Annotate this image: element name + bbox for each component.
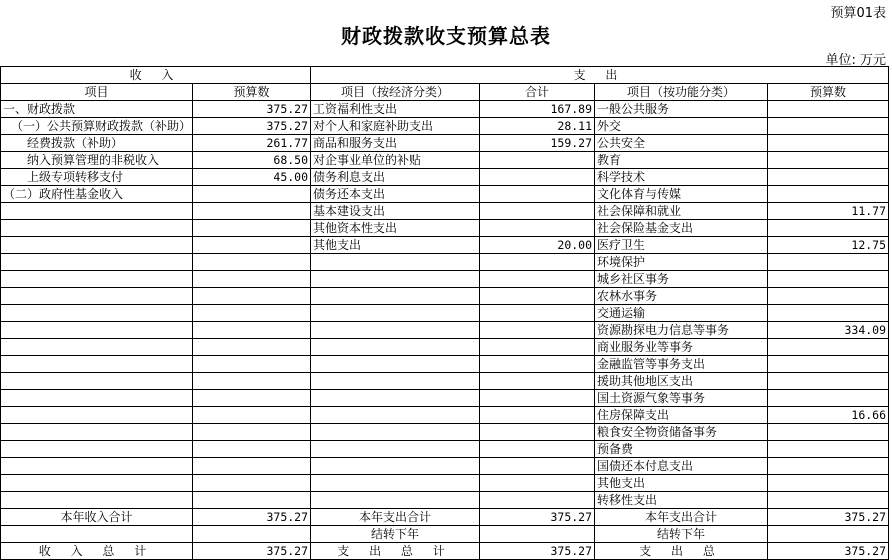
func-budget: 16.66: [768, 407, 889, 424]
col-header-budget: 预算数: [193, 84, 311, 101]
econ-total: [480, 373, 595, 390]
table-row: [1, 356, 889, 373]
econ-item: [311, 339, 480, 356]
econ-item: 其他资本性支出: [311, 220, 480, 237]
econ-item: [311, 441, 480, 458]
table-row: [1, 390, 889, 407]
func-budget: [768, 356, 889, 373]
income-budget: [193, 254, 311, 271]
func-budget: [768, 441, 889, 458]
econ-item: [311, 475, 480, 492]
carry-over-label: 结转下年: [311, 526, 480, 543]
func-item: 其他支出: [595, 475, 768, 492]
income-item: [1, 203, 193, 220]
func-budget: [768, 169, 889, 186]
econ-total: [480, 186, 595, 203]
income-item: 经费拨款（补助）: [1, 135, 193, 152]
func-total-label: 支 出 总: [595, 543, 768, 560]
income-item: [1, 441, 193, 458]
expense-year-value: 375.27: [480, 509, 595, 526]
table-row: [1, 152, 889, 169]
year-total-row: [1, 509, 889, 526]
income-item: [1, 492, 193, 509]
func-budget: [768, 458, 889, 475]
func-budget: [768, 305, 889, 322]
econ-total: [480, 339, 595, 356]
table-row: [1, 203, 889, 220]
income-budget: 45.00: [193, 169, 311, 186]
func-item: 资源勘探电力信息等事务: [595, 322, 768, 339]
income-budget: 261.77: [193, 135, 311, 152]
table-row: [1, 339, 889, 356]
func-budget: [768, 271, 889, 288]
func-budget: [768, 152, 889, 169]
income-item: [1, 356, 193, 373]
table-row: [1, 271, 889, 288]
table-row: [1, 492, 889, 509]
income-budget: [193, 475, 311, 492]
econ-total: [480, 390, 595, 407]
func-budget: [768, 475, 889, 492]
income-item: [1, 407, 193, 424]
income-budget: 375.27: [193, 118, 311, 135]
econ-item: 商品和服务支出: [311, 135, 480, 152]
income-item: （一）公共预算财政拨款（补助）: [1, 118, 193, 135]
table-row: [1, 475, 889, 492]
func-item: 粮食安全物资储备事务: [595, 424, 768, 441]
income-item: [1, 220, 193, 237]
income-item: 上级专项转移支付: [1, 169, 193, 186]
table-row: [1, 169, 889, 186]
func-year-value: 375.27: [768, 509, 889, 526]
func-item: 金融监管等事务支出: [595, 356, 768, 373]
econ-total: [480, 492, 595, 509]
func-item: 预备费: [595, 441, 768, 458]
income-total-value: 375.27: [193, 543, 311, 560]
table-row: [1, 288, 889, 305]
func-item: 国土资源气象等事务: [595, 390, 768, 407]
func-budget: [768, 135, 889, 152]
econ-item: [311, 254, 480, 271]
econ-item: 工资福利性支出: [311, 101, 480, 118]
col-header-econ: 项目（按经济分类）: [311, 84, 480, 101]
econ-total: 167.89: [480, 101, 595, 118]
econ-total: [480, 271, 595, 288]
carry-over-label-func: 结转下年: [595, 526, 768, 543]
table-row: [1, 424, 889, 441]
income-budget: 68.50: [193, 152, 311, 169]
col-header-budget2: 预算数: [768, 84, 889, 101]
func-budget: 11.77: [768, 203, 889, 220]
income-budget: [193, 441, 311, 458]
func-item: 文化体育与传媒: [595, 186, 768, 203]
func-budget: [768, 118, 889, 135]
func-budget: [768, 424, 889, 441]
func-total-value: 375.27: [768, 543, 889, 560]
income-item: [1, 373, 193, 390]
income-budget: [193, 458, 311, 475]
func-item: 教育: [595, 152, 768, 169]
table-row: [1, 118, 889, 135]
income-budget: [193, 407, 311, 424]
income-item: [1, 305, 193, 322]
income-item: [1, 288, 193, 305]
func-budget: [768, 492, 889, 509]
func-item: 城乡社区事务: [595, 271, 768, 288]
income-budget: [193, 186, 311, 203]
econ-total: [480, 458, 595, 475]
table-row: [1, 458, 889, 475]
income-budget: [193, 492, 311, 509]
expense-group-header: 支 出: [311, 67, 889, 84]
econ-item: 基本建设支出: [311, 203, 480, 220]
table-row: [1, 373, 889, 390]
col-header-func: 项目（按功能分类）: [595, 84, 768, 101]
income-budget: [193, 424, 311, 441]
econ-item: 债务利息支出: [311, 169, 480, 186]
econ-total: [480, 254, 595, 271]
col-header-item: 项目: [1, 84, 193, 101]
income-item: [1, 254, 193, 271]
income-item: [1, 424, 193, 441]
econ-item: [311, 424, 480, 441]
econ-total: [480, 356, 595, 373]
econ-total: [480, 441, 595, 458]
table-row: [1, 322, 889, 339]
income-budget: [193, 237, 311, 254]
func-item: 环境保护: [595, 254, 768, 271]
econ-total: [480, 424, 595, 441]
income-budget: [193, 339, 311, 356]
econ-total: [480, 475, 595, 492]
func-budget: [768, 339, 889, 356]
expense-total-value: 375.27: [480, 543, 595, 560]
func-item: 社会保险基金支出: [595, 220, 768, 237]
income-budget: [193, 390, 311, 407]
econ-total: 28.11: [480, 118, 595, 135]
func-item: 社会保障和就业: [595, 203, 768, 220]
econ-item: 其他支出: [311, 237, 480, 254]
func-item: 商业服务业等事务: [595, 339, 768, 356]
func-item: 公共安全: [595, 135, 768, 152]
income-item: 一、财政拨款: [1, 101, 193, 118]
income-item: 纳入预算管理的非税收入: [1, 152, 193, 169]
func-item: 医疗卫生: [595, 237, 768, 254]
table-row: [1, 254, 889, 271]
expense-year-label: 本年支出合计: [311, 509, 480, 526]
econ-item: [311, 373, 480, 390]
income-budget: [193, 356, 311, 373]
func-budget: [768, 390, 889, 407]
table-row: [1, 135, 889, 152]
func-budget: [768, 288, 889, 305]
econ-item: [311, 458, 480, 475]
econ-total: [480, 152, 595, 169]
table-row: [1, 220, 889, 237]
func-year-label: 本年支出合计: [595, 509, 768, 526]
carry-over-row: [1, 526, 889, 543]
econ-total: [480, 305, 595, 322]
econ-item: [311, 288, 480, 305]
func-budget: [768, 101, 889, 118]
income-item: [1, 339, 193, 356]
func-budget: [768, 254, 889, 271]
expense-total-label: 支 出 总 计: [311, 543, 480, 560]
income-budget: [193, 305, 311, 322]
func-budget: [768, 186, 889, 203]
econ-item: [311, 390, 480, 407]
econ-item: [311, 322, 480, 339]
econ-total: [480, 203, 595, 220]
form-code: 预算01表: [830, 6, 886, 21]
income-group-header: 收 入: [1, 67, 311, 84]
table-row: [1, 101, 889, 118]
grand-total-row: [1, 543, 889, 560]
income-item: [1, 390, 193, 407]
econ-total: [480, 288, 595, 305]
column-header-row: [1, 84, 889, 101]
econ-total: [480, 322, 595, 339]
func-item: 转移性支出: [595, 492, 768, 509]
col-header-total: 合计: [480, 84, 595, 101]
econ-item: [311, 305, 480, 322]
table-row: [1, 407, 889, 424]
func-budget: [768, 373, 889, 390]
func-item: 交通运输: [595, 305, 768, 322]
econ-item: [311, 407, 480, 424]
econ-item: [311, 271, 480, 288]
econ-total: [480, 407, 595, 424]
income-budget: [193, 271, 311, 288]
income-budget: [193, 220, 311, 237]
income-year-value: 375.27: [193, 509, 311, 526]
func-budget: 12.75: [768, 237, 889, 254]
group-header-row: [1, 67, 889, 84]
income-budget: [193, 373, 311, 390]
func-item: 外交: [595, 118, 768, 135]
income-item: [1, 475, 193, 492]
income-budget: [193, 288, 311, 305]
income-item: [1, 237, 193, 254]
econ-item: [311, 356, 480, 373]
income-budget: [193, 322, 311, 339]
econ-item: 债务还本支出: [311, 186, 480, 203]
econ-item: 对企事业单位的补贴: [311, 152, 480, 169]
func-item: 国债还本付息支出: [595, 458, 768, 475]
income-budget: 375.27: [193, 101, 311, 118]
income-total-label: 收 入 总 计: [1, 543, 193, 560]
income-item: [1, 458, 193, 475]
econ-total: [480, 220, 595, 237]
page-title: 财政拨款收支预算总表: [341, 24, 551, 48]
econ-item: [311, 492, 480, 509]
table-body: [1, 101, 889, 509]
income-budget: [193, 203, 311, 220]
func-item: 一般公共服务: [595, 101, 768, 118]
func-item: 住房保障支出: [595, 407, 768, 424]
func-item: 农林水事务: [595, 288, 768, 305]
budget-table: [0, 66, 889, 560]
econ-total: [480, 169, 595, 186]
econ-total: 20.00: [480, 237, 595, 254]
income-year-label: 本年收入合计: [1, 509, 193, 526]
table-row: [1, 237, 889, 254]
income-item: [1, 271, 193, 288]
func-budget: [768, 220, 889, 237]
func-budget: 334.09: [768, 322, 889, 339]
unit-label: 单位: 万元: [825, 53, 886, 68]
table-row: [1, 441, 889, 458]
func-item: 援助其他地区支出: [595, 373, 768, 390]
econ-item: 对个人和家庭补助支出: [311, 118, 480, 135]
income-item: （二）政府性基金收入: [1, 186, 193, 203]
func-item: 科学技术: [595, 169, 768, 186]
income-item: [1, 322, 193, 339]
econ-total: 159.27: [480, 135, 595, 152]
table-row: [1, 305, 889, 322]
table-row: [1, 186, 889, 203]
